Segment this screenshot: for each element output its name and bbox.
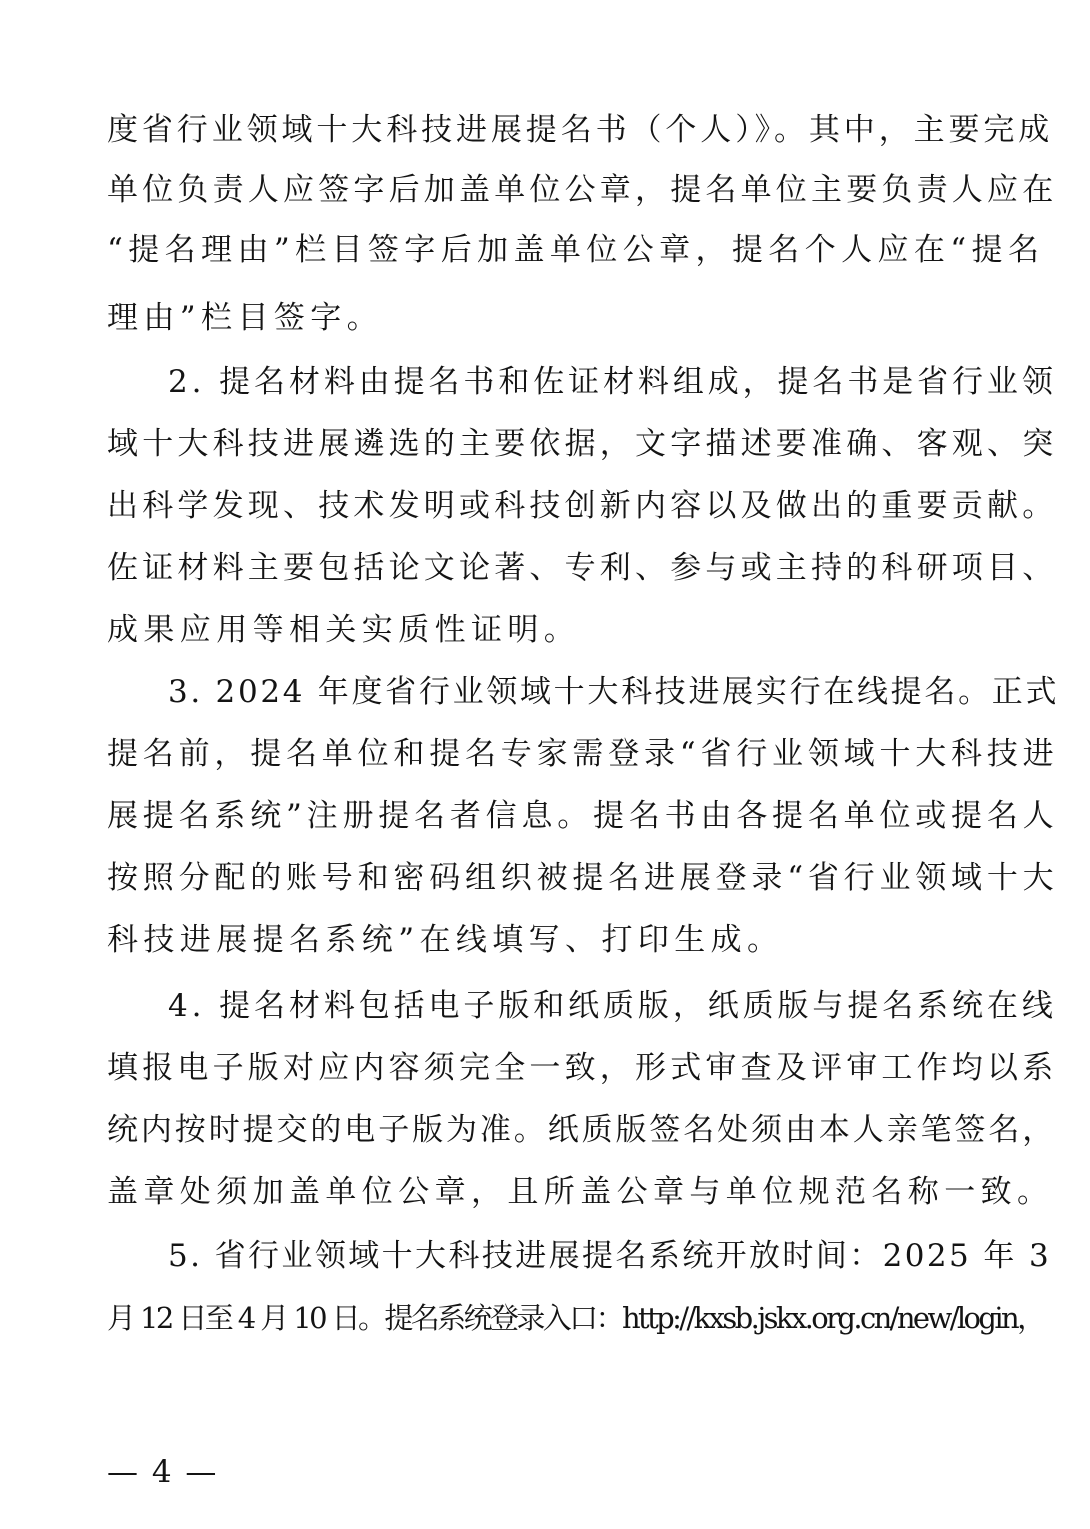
item-2-line-1: 2. 提名材料由提名书和佐证材料组成，提名书是省行业领 bbox=[168, 364, 1057, 400]
item-2-line-5: 成果应用等相关实质性证明。 bbox=[107, 612, 581, 648]
item-5-line-2: 月 12 日至 4 月 10 日。提名系统登录入口：http://kxsb.jskx.org.cn/new/login， bbox=[107, 1301, 1044, 1335]
item-2-line-3: 出科学发现、技术发明或科技创新内容以及做出的重要贡献。 bbox=[107, 488, 1058, 524]
item-4-line-4: 盖章处须加盖单位公章，且所盖公章与单位规范名称一致。 bbox=[107, 1174, 1054, 1210]
item-4-line-2: 填报电子版对应内容须完全一致，形式审查及评审工作均以系 bbox=[107, 1050, 1058, 1086]
item-3-line-1: 3. 2024 年度省行业领域十大科技进展实行在线提名。正式 bbox=[168, 674, 1060, 710]
item-4-line-3: 统内按时提交的电子版为准。纸质版签名处须由本人亲笔签名， bbox=[107, 1112, 1057, 1148]
text-line-3: “提名理由”栏目签字后加盖单位公章，提名个人应在“提名 bbox=[107, 232, 1045, 268]
item-2-line-2: 域十大科技进展遴选的主要依据，文字描述要准确、客观、突 bbox=[107, 426, 1058, 462]
item-4-line-1: 4. 提名材料包括电子版和纸质版，纸质版与提名系统在线 bbox=[168, 988, 1057, 1024]
text-line-2: 单位负责人应签字后加盖单位公章，提名单位主要负责人应在 bbox=[107, 172, 1058, 208]
item-3-line-3: 展提名系统”注册提名者信息。提名书由各提名单位或提名人 bbox=[107, 798, 1059, 834]
text-line-4: 理由”栏目签字。 bbox=[107, 300, 384, 336]
item-3-line-5: 科技进展提名系统”在线填写、打印生成。 bbox=[107, 922, 784, 958]
page-number: — 4 — bbox=[107, 1454, 219, 1490]
item-3-line-2: 提名前，提名单位和提名专家需登录“省行业领域十大科技进 bbox=[107, 736, 1059, 772]
item-2-line-4: 佐证材料主要包括论文论著、专利、参与或主持的科研项目、 bbox=[107, 550, 1058, 586]
item-3-line-4: 按照分配的账号和密码组织被提名进展登录“省行业领域十大 bbox=[107, 860, 1059, 896]
item-5-line-1: 5. 省行业领域十大科技进展提名系统开放时间：2025 年 3 bbox=[168, 1238, 1052, 1274]
text-line-1: 度省行业领域十大科技进展提名书（个人）》。其中，主要完成 bbox=[107, 112, 1054, 148]
